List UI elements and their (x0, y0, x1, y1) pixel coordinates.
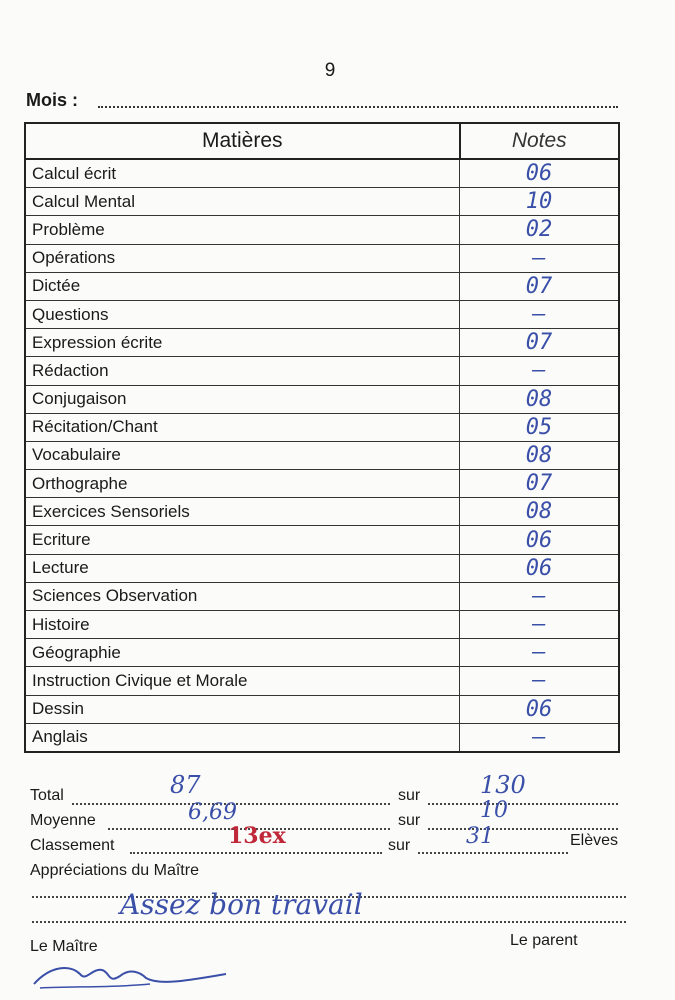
subject-name: Rédaction (25, 357, 460, 385)
appreciation-text: Assez bon travail (120, 888, 363, 921)
subject-name: Orthographe (25, 470, 460, 498)
subject-name: Questions (25, 300, 460, 328)
subject-name: Histoire (25, 611, 460, 639)
table-row (25, 357, 619, 385)
appreciations-label: Appréciations du Maître (30, 862, 199, 879)
appreciation-line-2 (32, 921, 626, 923)
subject-score: 08 (460, 441, 620, 469)
moyenne-sur-label: sur (398, 812, 421, 829)
subject-score: — (460, 357, 620, 385)
subject-score: 07 (460, 470, 620, 498)
parent-label: Le parent (510, 932, 578, 949)
table-row (25, 582, 619, 610)
classement-value: 13ex (228, 823, 286, 849)
teacher-signature (30, 958, 230, 994)
table-row (25, 385, 619, 413)
grades-table (24, 122, 620, 753)
subject-score: 06 (460, 695, 620, 723)
table-row (25, 413, 619, 441)
subject-name: Ecriture (25, 526, 460, 554)
subject-name: Géographie (25, 639, 460, 667)
table-row (25, 441, 619, 469)
subject-name: Lecture (25, 554, 460, 582)
table-row (25, 639, 619, 667)
subject-name: Calcul écrit (25, 159, 460, 188)
total-label: Total (30, 787, 64, 804)
subject-score: 10 (460, 188, 620, 216)
subject-score: — (460, 244, 620, 272)
moyenne-label: Moyenne (30, 812, 96, 829)
subject-score: 06 (460, 159, 620, 188)
table-row (25, 300, 619, 328)
moyenne-max: 10 (480, 798, 508, 823)
total-sur-label: sur (398, 787, 421, 804)
table-row (25, 329, 619, 357)
subject-score: — (460, 611, 620, 639)
eleves-label: Elèves (570, 832, 619, 849)
subject-name: Problème (25, 216, 460, 244)
table-row (25, 188, 619, 216)
classement-sur-label: sur (388, 837, 411, 854)
table-row (25, 244, 619, 272)
subject-score: 06 (460, 526, 620, 554)
subject-name: Sciences Observation (25, 582, 460, 610)
page-number: 9 (324, 60, 336, 81)
subject-name: Anglais (25, 723, 460, 752)
maitre-label: Le Maître (30, 938, 98, 955)
subject-name: Récitation/Chant (25, 413, 460, 441)
subject-score: 08 (460, 498, 620, 526)
table-row (25, 667, 619, 695)
subject-name: Dictée (25, 272, 460, 300)
classement-dots (130, 852, 382, 854)
subject-name: Exercices Sensoriels (25, 498, 460, 526)
table-row (25, 526, 619, 554)
moyenne-max-dots (428, 828, 618, 830)
month-field (98, 94, 618, 108)
subject-score: 08 (460, 385, 620, 413)
classement-max: 31 (466, 824, 494, 849)
subject-name: Opérations (25, 244, 460, 272)
table-row (25, 272, 619, 300)
subject-name: Vocabulaire (25, 441, 460, 469)
table-row (25, 611, 619, 639)
subject-score: — (460, 639, 620, 667)
table-row (25, 554, 619, 582)
subject-name: Expression écrite (25, 329, 460, 357)
subject-name: Dessin (25, 695, 460, 723)
subject-score: 06 (460, 554, 620, 582)
classement-max-dots (418, 852, 568, 854)
subject-name: Instruction Civique et Morale (25, 667, 460, 695)
subject-name: Calcul Mental (25, 188, 460, 216)
subject-score: — (460, 723, 620, 752)
header-subjects: Matières (25, 123, 460, 159)
subject-score: 07 (460, 329, 620, 357)
subject-score: — (460, 667, 620, 695)
subject-score: — (460, 300, 620, 328)
subject-name: Conjugaison (25, 385, 460, 413)
total-max: 130 (480, 771, 526, 799)
table-row (25, 216, 619, 244)
subject-score: 02 (460, 216, 620, 244)
subject-score: — (460, 582, 620, 610)
subject-score: 07 (460, 272, 620, 300)
table-row (25, 695, 619, 723)
header-notes: Notes (460, 123, 620, 159)
table-row (25, 470, 619, 498)
total-value: 87 (170, 771, 201, 799)
table-row (25, 723, 619, 752)
table-row (25, 498, 619, 526)
total-max-dots (428, 803, 618, 805)
subject-score: 05 (460, 413, 620, 441)
table-row (25, 159, 619, 188)
classement-label: Classement (30, 837, 115, 854)
month-label: Mois : (26, 90, 78, 110)
moyenne-value: 6,69 (188, 800, 237, 825)
